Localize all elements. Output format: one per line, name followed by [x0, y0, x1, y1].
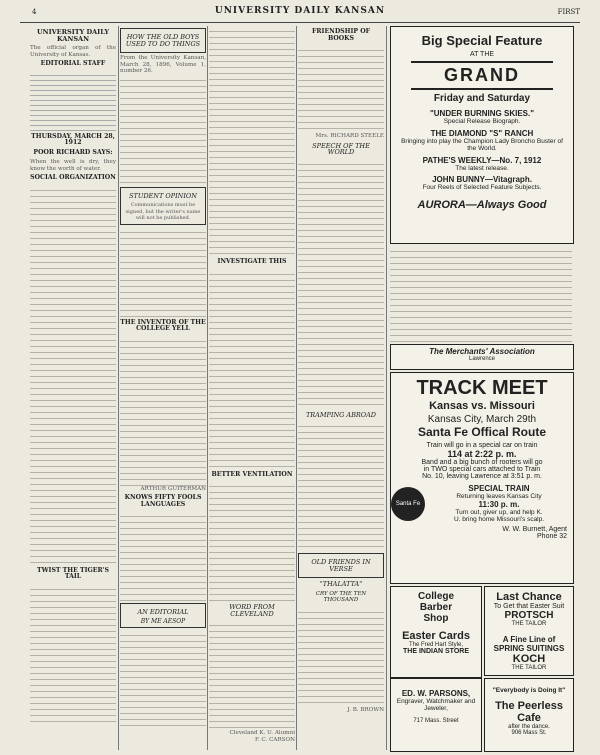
old-boys-heading: HOW THE OLD BOYS USED TO DO THINGS: [125, 33, 201, 48]
column-letters: [209, 26, 295, 751]
track-meet-ad: [390, 372, 574, 584]
parsons-jeweler-ad: [390, 678, 482, 752]
ad-line: Barber: [419, 602, 453, 613]
film-title: JOHN BUNNY—Vitagraph.: [432, 175, 532, 184]
tramping-heading: TRAMPING ABROAD: [305, 410, 377, 419]
track-line: 11:30 p. m.: [478, 500, 520, 509]
column-features: [120, 26, 206, 751]
protsch-tailor-ad: [484, 586, 574, 676]
film-note: The latest release.: [455, 165, 509, 172]
staff-list: [30, 71, 116, 131]
ad-line: SPRING SUITINGS: [493, 644, 565, 653]
aurora-tagline: AURORA—Always Good: [417, 199, 547, 211]
track-agent: W. W. Burnett, Agent: [502, 526, 567, 533]
film-note: Four Reels of Selected Feature Subjects.: [422, 184, 542, 191]
ad-line: 717 Mass. Street: [413, 718, 459, 724]
ad-line: Engraver, Watchmaker and: [396, 698, 476, 705]
masthead-rule: [20, 22, 580, 23]
track-line: Train will go in a special car on train: [426, 442, 538, 449]
ad-line: ED. W. PARSONS,: [401, 689, 471, 698]
article-body: [209, 481, 295, 601]
ad-line: 906 Mass St.: [511, 730, 547, 736]
film-note: Special Release Biograph.: [443, 118, 521, 125]
editorial-quote: When the well is dry, they know the worth of water.: [30, 159, 116, 172]
article-body: [209, 620, 295, 730]
poem-subtitle: CRY OF THE TEN THOUSAND: [315, 590, 367, 603]
theater-name: GRAND: [411, 61, 553, 90]
signature: Cleveland K. U. Alumni: [229, 730, 295, 736]
article-body: [120, 227, 206, 317]
article-body: [298, 45, 384, 133]
santa-fe-logo-icon: Santa Fe: [391, 487, 425, 521]
ad-line: KOCH: [512, 653, 546, 665]
column-literary: [298, 26, 384, 751]
ad-days: Friday and Saturday: [433, 93, 531, 104]
ad-at: AT THE: [469, 51, 495, 58]
article-body: [120, 630, 206, 730]
column-divider: [296, 26, 297, 750]
page-number: 4: [32, 8, 37, 16]
ad-line: To Get that Easter Suit: [493, 603, 565, 610]
ad-headline: Big Special Feature: [421, 33, 543, 48]
column-divider: [386, 26, 387, 750]
poem-body: [298, 607, 384, 707]
books-heading: FRIENDSHIP OF BOOKS: [312, 28, 370, 42]
ad-line: Easter Cards: [402, 630, 470, 642]
ad-line: THE INDIAN STORE: [403, 648, 469, 655]
page-label: FIRST: [557, 8, 580, 16]
track-line: No. 10, leaving Lawrence at 3:51 p. m.: [422, 473, 542, 480]
merchants-place: Lawrence: [468, 356, 495, 362]
merchants-association-ad: [390, 344, 574, 370]
issue-date: THURSDAY, MARCH 28, 1912: [31, 132, 115, 146]
college-barber-ad: [390, 586, 482, 678]
article-body: [209, 26, 295, 256]
article-body: [298, 421, 384, 551]
official-note: The official organ of the University of Kansas.: [30, 45, 116, 58]
article-body: [30, 185, 116, 565]
student-opinion-note: Communications must be signed, but the writer's name will not be published.: [125, 202, 201, 221]
ad-line: College: [417, 591, 455, 602]
missouri-heading: TWIST THE TIGER'S TAIL: [37, 566, 109, 580]
column-divider: [118, 26, 119, 750]
article-body: [120, 511, 206, 601]
track-line: SPECIAL TRAIN: [468, 484, 530, 493]
byline: Mrs. RICHARD STEELE: [315, 133, 384, 139]
ad-line: Last Chance: [496, 591, 562, 603]
poem-body: [120, 336, 206, 486]
speech-heading: SPEECH OF THE WORLD: [312, 141, 370, 156]
ad-line: THE TAILOR: [511, 665, 547, 671]
student-opinion-heading: STUDENT OPINION: [129, 191, 197, 200]
track-line: in TWO special cars attached to Train: [423, 466, 541, 473]
film-title: PATHE'S WEEKLY—No. 7, 1912: [422, 156, 542, 165]
track-line: Turn out, giver up, and help K.: [455, 509, 543, 516]
track-city: Kansas City, March 29th: [427, 414, 537, 425]
article-body: [120, 75, 206, 185]
poem-author: ARTHUR GUITERMAN: [140, 485, 206, 492]
inventor-heading: THE INVENTOR OF THE COLLEGE YELL: [120, 318, 206, 332]
knows-fifty-heading: KNOWS FIFTY FOOLS LANGUAGES: [124, 494, 202, 508]
article-body: [298, 159, 384, 409]
ad-line: Shop: [423, 613, 449, 624]
ventilation-heading: BETTER VENTILATION: [211, 470, 293, 478]
film-note: Bringing into play the Champion Lady Broncho Buster of the World.: [401, 138, 563, 152]
investigate-heading: INVESTIGATE THIS: [217, 258, 287, 265]
track-line: Band and a big bunch of rooters will go: [421, 459, 543, 466]
column-divider: [207, 26, 208, 750]
masthead-title: UNIVERSITY DAILY KANSAN: [214, 6, 386, 16]
byline: J. B. BROWN: [347, 706, 384, 713]
ad-line: The Peerless Cafe: [495, 700, 563, 724]
social-heading: SOCIAL ORGANIZATION: [30, 174, 116, 181]
track-title: TRACK MEET: [416, 377, 548, 399]
staff-heading: EDITORIAL STAFF: [40, 60, 106, 67]
ad-line: PROTSCH: [504, 610, 554, 621]
article-body: [209, 269, 295, 469]
verse-heading: OLD FRIENDS IN VERSE: [311, 558, 371, 573]
editorial-heading: POOR RICHARD SAYS:: [33, 148, 113, 156]
track-line: U. bring home Missouri's scalp.: [453, 516, 545, 523]
merchants-name: The Merchants' Association: [429, 347, 535, 356]
track-line: Returning leaves Kansas City: [456, 493, 542, 500]
signature: F. C. CARSON: [254, 736, 295, 743]
paper-name: UNIVERSITY DAILY KANSAN: [36, 28, 110, 43]
film-title: THE DIAMOND "S" RANCH: [430, 129, 534, 138]
grand-theater-ad: [390, 26, 574, 244]
ad-line: Jeweler,: [424, 705, 448, 712]
ad-line: THE TAILOR: [511, 621, 547, 627]
article-body: [30, 584, 116, 724]
merchants-text: [390, 246, 572, 342]
peerless-cafe-ad: [484, 678, 574, 752]
editorial-heading: AN EDITORIAL: [137, 608, 189, 616]
track-vs: Kansas vs. Missouri: [429, 400, 535, 412]
ad-line: "Everybody is Doing It": [492, 687, 566, 694]
track-route: Santa Fe Offical Route: [417, 425, 547, 439]
track-phone: Phone 32: [537, 533, 567, 540]
column-editorial: [30, 26, 116, 751]
masthead: [20, 6, 580, 20]
old-boys-source: From the University Kansan, March 28, 1896, Volume 1, number 26.: [120, 55, 206, 74]
ad-line: A Fine Line of: [502, 635, 556, 644]
track-line: 114 at 2:22 p. m.: [447, 449, 517, 459]
cleveland-heading: WORD FROM CLEVELAND: [229, 603, 275, 618]
editorial-byline: BY ME AESOP: [140, 617, 186, 625]
ad-line: The Fred Hart Style,: [408, 642, 464, 648]
ad-line: after the dance.: [508, 724, 550, 730]
film-title: "UNDER BURNING SKIES.": [429, 109, 535, 118]
poem-title: "THALATTA": [319, 580, 363, 588]
